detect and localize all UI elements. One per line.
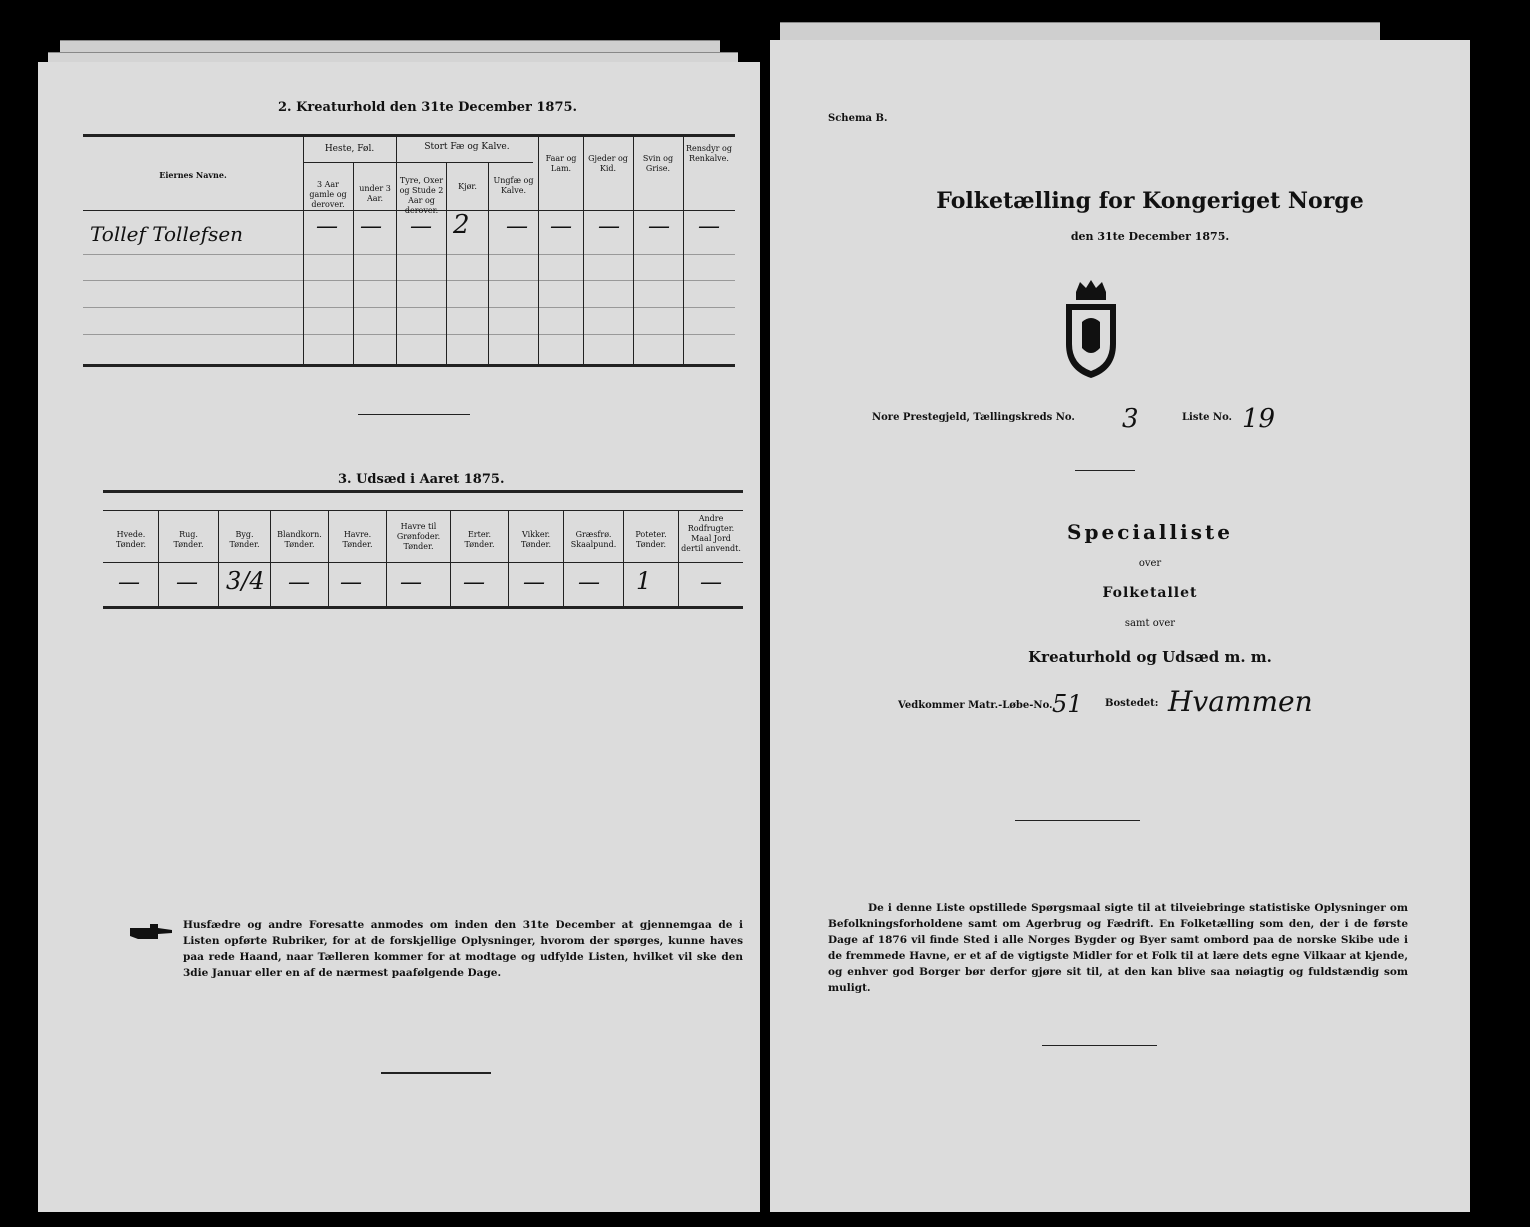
seed-cell: — [118,570,140,595]
header-gjeder: Gjeder og Kid. [588,154,628,173]
header-heste-sub2: under 3 Aar. [359,184,391,203]
left-page [38,62,760,1212]
seed-header-unit: Tønder. [342,540,373,549]
header-faar: Faar og Lam. [545,154,577,173]
footer-text: De i denne Liste opstillede Spørgsmaal sigte til at tilveiebringe statistiske Oplysninger om Befolkningsforholdene samt om Agerbrug og Fædrift. En Folketælling som den, der i de første Dage af 1876 vil finde Sted i alle Norges Bygder og Byer samt ombord paa de norske Skibe ude i de fremmede Havne, er et af de vigtigste Midler for et Folk til at lære dets egne Vilkaar at kjende, og enhver god Borger bør derfor gjøre sit til, at den kan blive saa nøiagtig og fuldstændig som muligt. [828,902,1408,994]
section2-title: 2. Kreaturhold den 31te December 1875. [278,100,578,115]
bosted-label: Bostedet: [1105,698,1159,709]
matr-label: Vedkommer Matr.-Løbe-No. [898,700,1053,711]
seed-header-unit: Tønder. [284,540,315,549]
seed-header-unit: Tønder. [520,540,552,549]
seed-header-unit: Tønder. [464,540,495,549]
header-stort-sub2: Kjør. [458,182,477,191]
section3-title: 3. Udsæd i Aaret 1875. [338,472,505,487]
livestock-cell: — [316,214,338,239]
parish-label: Nore Prestegjeld, Tællingskreds No. [872,412,1075,423]
header-stort-sub1: Tyre, Oxer og Stude 2 Aar og derover. [399,176,444,215]
census-date: den 31te December 1875. [1070,230,1230,243]
seed-header-name: Andre Rodfrugter. [687,514,735,533]
seed-header-unit: Tønder. [403,542,434,551]
header-owner-name: Eiernes Navne. [159,170,227,180]
header-svin: Svin og Grise. [642,154,674,173]
census-title: Folketælling for Kongeriget Norge [936,188,1364,214]
seed-header-name: Hvede. [116,530,146,539]
seed-cell: — [700,570,722,595]
seed-header-name: Rug. [179,530,198,539]
livestock-cell: — [648,214,670,239]
liste-number: 19 [1242,404,1276,434]
header-heste: Heste, Føl. [324,144,375,154]
seed-header-unit: Maal Jord dertil anvendt. [681,534,741,553]
header-heste-sub1: 3 Aar gamle og derover. [309,180,347,209]
kreaturhold-heading: Kreaturhold og Udsæd m. m. [1028,648,1272,666]
livestock-cell: — [598,214,620,239]
schema-label: Schema B. [828,113,888,124]
header-stort-fae: Stort Fæ og Kalve. [424,142,510,152]
livestock-cell: — [506,214,528,239]
seed-cell: — [523,570,545,595]
seed-cell: — [176,570,198,595]
notice-text: Husfædre og andre Foresatte anmodes om inden den 31te December at gjennemgaa de i Listen opførte Rubriker, for at de forskjellige Oplysninger, hvorom der spørges, kunne haves paa rede Haand, naar Tælleren kommer for at modtage og udfylde Listen, hvilket vil ske den 3die Januar eller en af de nærmest paafølgende Dage. [183,919,743,979]
owner-name-entry: Tollef Tollefsen [90,222,244,246]
header-rensdyr: Rensdyr og Renkalve. [686,144,732,163]
seed-cell: 3/4 [226,567,265,595]
header-stort-sub3: Ungfæ og Kalve. [493,176,534,195]
right-page [770,40,1470,1212]
seed-header-name: Vikker. [521,530,551,539]
seed-header-unit: Tønder. [173,540,204,549]
seed-cell: — [288,570,310,595]
seed-header-unit: Skaalpund. [570,540,617,549]
seed-header-name: Byg. [235,530,254,539]
specialliste-heading: Specialliste [1067,520,1233,544]
seed-cell: — [340,570,362,595]
seed-cell: — [578,570,600,595]
liste-label: Liste No. [1182,412,1233,423]
seed-header-unit: Tønder. [635,540,667,549]
seed-header-name: Havre. [343,530,372,539]
bosted-name: Hvammen [1168,685,1313,718]
kreds-number: 3 [1122,404,1139,434]
seed-header-name: Erter. [467,530,492,539]
seed-header-name: Poteter. [635,530,667,539]
seed-header-unit: Tønder. [229,540,260,549]
seed-header-unit: Tønder. [115,540,147,549]
seed-cell: — [400,570,422,595]
seed-cell: — [463,570,485,595]
livestock-cell: — [410,214,432,239]
folketallet-heading: Folketallet [1102,585,1198,601]
seed-header-name: Græsfrø. [575,530,612,539]
livestock-cell: — [360,214,382,239]
seed-header-name: Havre til Grønfoder. [396,522,441,541]
livestock-cell: 2 [453,210,470,240]
matr-number: 51 [1052,690,1083,718]
livestock-cell: — [550,214,572,239]
seed-header-name: Blandkorn. [277,530,322,539]
coat-of-arms-icon [1058,278,1124,380]
livestock-cell: — [698,214,720,239]
pointing-hand-icon [128,922,174,942]
samt-over-label: samt over [1124,618,1176,629]
over-label: over [1138,558,1162,569]
seed-cell: 1 [636,567,652,595]
